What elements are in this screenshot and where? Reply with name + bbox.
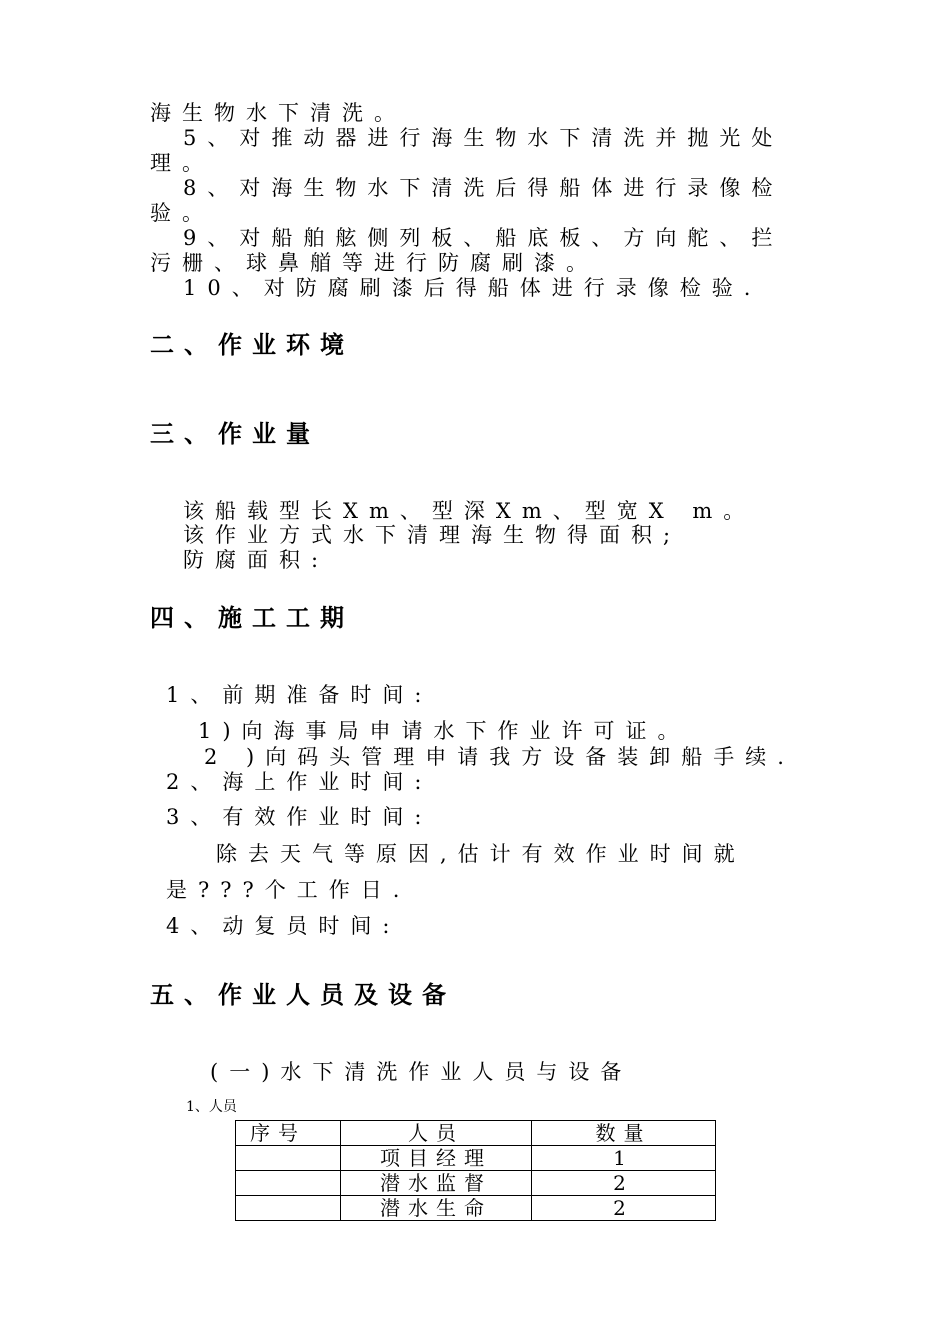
section-heading: 二、作业环境	[150, 331, 354, 359]
list-label: 1、人员	[186, 1099, 237, 1115]
table-cell: 项目经理	[341, 1146, 532, 1171]
text-line: 10、对防腐刷漆后得船体进行录像检验.	[183, 276, 762, 300]
table-row	[236, 1171, 716, 1196]
text-line: 该作业方式水下清理海生物得面积;	[183, 523, 682, 547]
table-cell	[236, 1171, 341, 1196]
section-heading: 五、作业人员及设备	[150, 981, 456, 1009]
table-header-cell: 数量	[532, 1121, 716, 1146]
list-item: 1、前期准备时间:	[166, 683, 433, 707]
table-header-cell: 序号	[236, 1121, 341, 1146]
table-cell: 2	[532, 1196, 716, 1221]
text-line: 8、对海生物水下清洗后得船体进行录像检	[183, 176, 784, 200]
table-cell	[236, 1146, 341, 1171]
text-line: 验。	[150, 201, 214, 225]
list-subitem: 1)向海事局申请水下作业许可证。	[198, 719, 690, 743]
section-heading: 四、施工工期	[150, 604, 354, 632]
text-line: 防腐面积:	[183, 548, 330, 572]
text-line: 9、对船舶舷侧列板、船底板、方向舵、拦	[183, 226, 784, 250]
text-line: 该船载型长Xm、型深Xm、型宽X m。	[183, 499, 756, 523]
subsection-heading: (一)水下清洗作业人员与设备	[210, 1060, 633, 1084]
table-cell	[236, 1196, 341, 1221]
text-line: 海生物水下清洗。	[150, 101, 406, 125]
table-cell: 潜水生命	[341, 1196, 532, 1221]
text-line: 除去天气等原因,估计有效作业时间就	[216, 842, 746, 866]
text-line: 污栅、球鼻艏等进行防腐刷漆。	[150, 251, 598, 275]
list-item: 2、海上作业时间:	[166, 770, 433, 794]
personnel-table	[235, 1120, 716, 1221]
table-cell: 潜水监督	[341, 1171, 532, 1196]
section-heading: 三、作业量	[150, 420, 320, 448]
list-subitem: 2 )向码头管理申请我方设备装卸船手续.	[204, 745, 795, 769]
text-line: 是???个工作日.	[166, 878, 411, 902]
text-line: 理。	[150, 151, 214, 175]
list-item: 4、动复员时间:	[166, 914, 401, 938]
table-row	[236, 1196, 716, 1221]
text-line: 5、对推动器进行海生物水下清洗并抛光处	[183, 126, 784, 150]
table-cell: 1	[532, 1146, 716, 1171]
table-header-cell: 人员	[341, 1121, 532, 1146]
table-row	[236, 1146, 716, 1171]
list-item: 3、有效作业时间:	[166, 805, 433, 829]
table-header-row	[236, 1121, 716, 1146]
table-cell: 2	[532, 1171, 716, 1196]
